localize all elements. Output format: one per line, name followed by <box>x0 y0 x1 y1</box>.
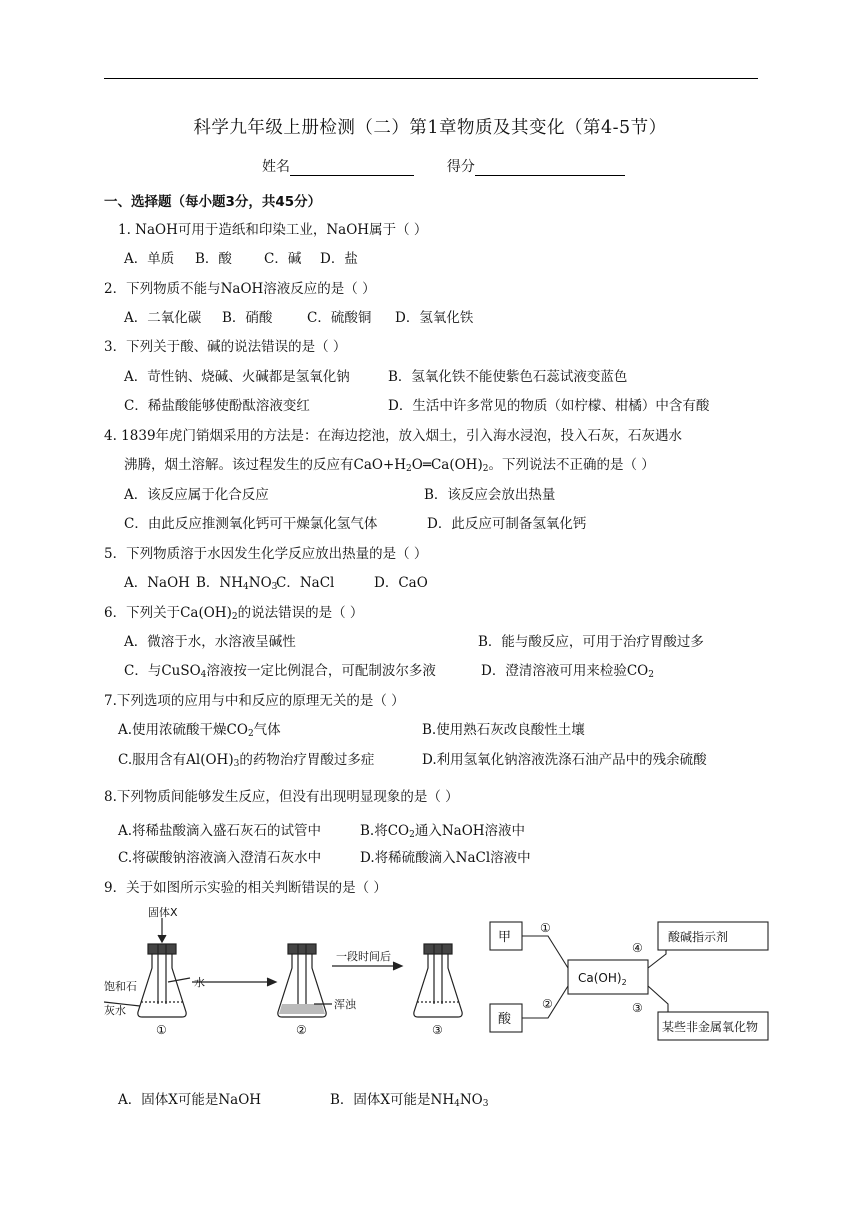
q8-option-d: D.将稀硫酸滴入NaCl溶液中 <box>360 850 531 866</box>
q8-option-c: C.将碳酸钠溶液滴入澄清石灰水中 <box>118 850 322 866</box>
q7-option-c: C.服用含有$Al(OH)_3$的药物治疗胃酸过多症 <box>118 752 375 769</box>
q3-option-c: C．稀盐酸能够使酚酞溶液变红 <box>124 398 310 414</box>
section-heading: 一、选择题（每小题3分，共45分） <box>104 194 322 210</box>
q6-option-c: C．与CuSO$_4$溶液按一定比例混合，可配制波尔多液 <box>124 663 436 680</box>
q6-option-b: B．能与酸反应，可用于治疗胃酸过多 <box>478 634 704 650</box>
q1-option-b: B．酸 <box>195 251 232 267</box>
q5-option-c: C．NaCl <box>276 575 335 591</box>
box-indicator-label: 酸碱指示剂 <box>668 930 729 944</box>
connector-1: ① <box>540 921 551 935</box>
q3-option-b: B．氢氧化铁不能使紫色石蕊试液变蓝色 <box>388 369 628 385</box>
calcium-hydroxide-diagram <box>486 918 772 1044</box>
q9-stem: 9．关于如图所示实验的相关判断错误的是（ ） <box>104 880 387 896</box>
q6-option-a: A．微溶于水，水溶液呈碱性 <box>124 634 296 650</box>
q8-option-a: A.将稀盐酸滴入盛石灰石的试管中 <box>118 823 322 839</box>
q6-stem: 6．下列关于$Ca(OH)_2$的说法错误的是（ ） <box>104 605 364 622</box>
saturated-lime-label-1: 饱和石 <box>104 980 137 993</box>
score-blank <box>475 159 625 176</box>
flask-number-2: ② <box>296 1023 307 1037</box>
q4-option-d: D．此反应可制备氢氧化钙 <box>427 516 587 532</box>
connector-4: ④ <box>632 941 643 955</box>
box-oxide-label: 某些非金属氧化物 <box>662 1020 759 1034</box>
q2-option-a: A．二氧化碳 <box>124 310 202 326</box>
q1-option-d: D．盐 <box>320 251 358 267</box>
name-score-line <box>262 156 625 176</box>
flask-number-1: ① <box>156 1023 167 1037</box>
name-label: 姓名 <box>262 159 290 175</box>
q7-option-a: A.使用浓硫酸干燥$CO_2$气体 <box>118 722 281 739</box>
q4-option-a: A．该反应属于化合反应 <box>124 487 269 503</box>
q2-option-d: D．氢氧化铁 <box>395 310 474 326</box>
flask-1 <box>138 952 186 1017</box>
box-center-label: $Ca(OH)_2$ <box>578 971 627 987</box>
q7-stem: 7.下列选项的应用与中和反应的原理无关的是（ ） <box>104 693 405 709</box>
experiment-figure <box>104 904 474 1044</box>
header-rule <box>104 78 758 79</box>
q5-stem: 5．下列物质溶于水因发生化学反应放出热量的是（ ） <box>104 546 428 562</box>
q8-option-b: B.将$CO_2$通入NaOH溶液中 <box>360 823 526 840</box>
q1-option-a: A．单质 <box>124 251 175 267</box>
q4-stem-line2: 沸腾，烟土溶解。该过程发生的反应有$CaO+H_2O═Ca(OH)_2$。下列说法不正确的是（ ） <box>124 457 655 474</box>
q2-option-c: C．硫酸铜 <box>307 310 372 326</box>
box-jia-label: 甲 <box>498 930 512 945</box>
q8-stem: 8.下列物质间能够发生反应，但没有出现明显现象的是（ ） <box>104 789 459 805</box>
saturated-lime-label-2: 灰水 <box>104 1004 126 1017</box>
q2-stem: 2．下列物质不能与NaOH溶液反应的是（ ） <box>104 281 376 297</box>
q9-option-a: A．固体X可能是NaOH <box>118 1092 262 1108</box>
name-blank <box>290 159 414 176</box>
q1-stem: 1. NaOH可用于造纸和印染工业，NaOH属于（ ） <box>118 222 428 238</box>
q5-option-a: A．NaOH <box>124 575 190 591</box>
water-label: 水 <box>194 976 205 989</box>
page-title: 科学九年级上册检测（二）第1章物质及其变化（第4-5节） <box>193 118 667 138</box>
solid-x-label: 固体X <box>148 906 178 919</box>
q4-stem-line1: 4. 1839年虎门销烟采用的方法是：在海边挖池，放入烟土，引入海水浸泡，投入石灰，石灰遇水 <box>104 428 683 444</box>
after-time-label: 一段时间后 <box>336 950 391 963</box>
q3-option-d: D．生活中许多常见的物质（如柠檬、柑橘）中含有酸 <box>388 398 710 414</box>
q5-option-d: D．CaO <box>374 575 428 591</box>
flask-number-3: ③ <box>432 1023 443 1037</box>
q2-option-b: B．硝酸 <box>222 310 273 326</box>
q7-option-b: B.使用熟石灰改良酸性土壤 <box>422 722 585 738</box>
q9-option-b: B．固体X可能是$NH_4NO_3$ <box>330 1092 489 1109</box>
q3-option-a: A．苛性钠、烧碱、火碱都是氢氧化钠 <box>124 369 350 385</box>
turbid-label: 浑浊 <box>334 998 356 1011</box>
q5-option-b: B．$NH_4NO_3$ <box>196 575 278 592</box>
connector-3: ③ <box>632 1001 643 1015</box>
q4-option-c: C．由此反应推测氧化钙可干燥氯化氢气体 <box>124 516 378 532</box>
q3-stem: 3．下列关于酸、碱的说法错误的是（ ） <box>104 339 347 355</box>
q4-option-b: B．该反应会放出热量 <box>424 487 556 503</box>
q7-option-d: D.利用氢氧化钠溶液洗涤石油产品中的残余硫酸 <box>422 752 707 768</box>
connector-2: ② <box>542 997 553 1011</box>
q6-option-d: D．澄清溶液可用来检验$CO_2$ <box>481 663 654 680</box>
flask-3 <box>414 952 462 1017</box>
score-label: 得分 <box>446 159 475 175</box>
q1-option-c: C．碱 <box>264 251 302 267</box>
box-acid-label: 酸 <box>498 1012 512 1027</box>
